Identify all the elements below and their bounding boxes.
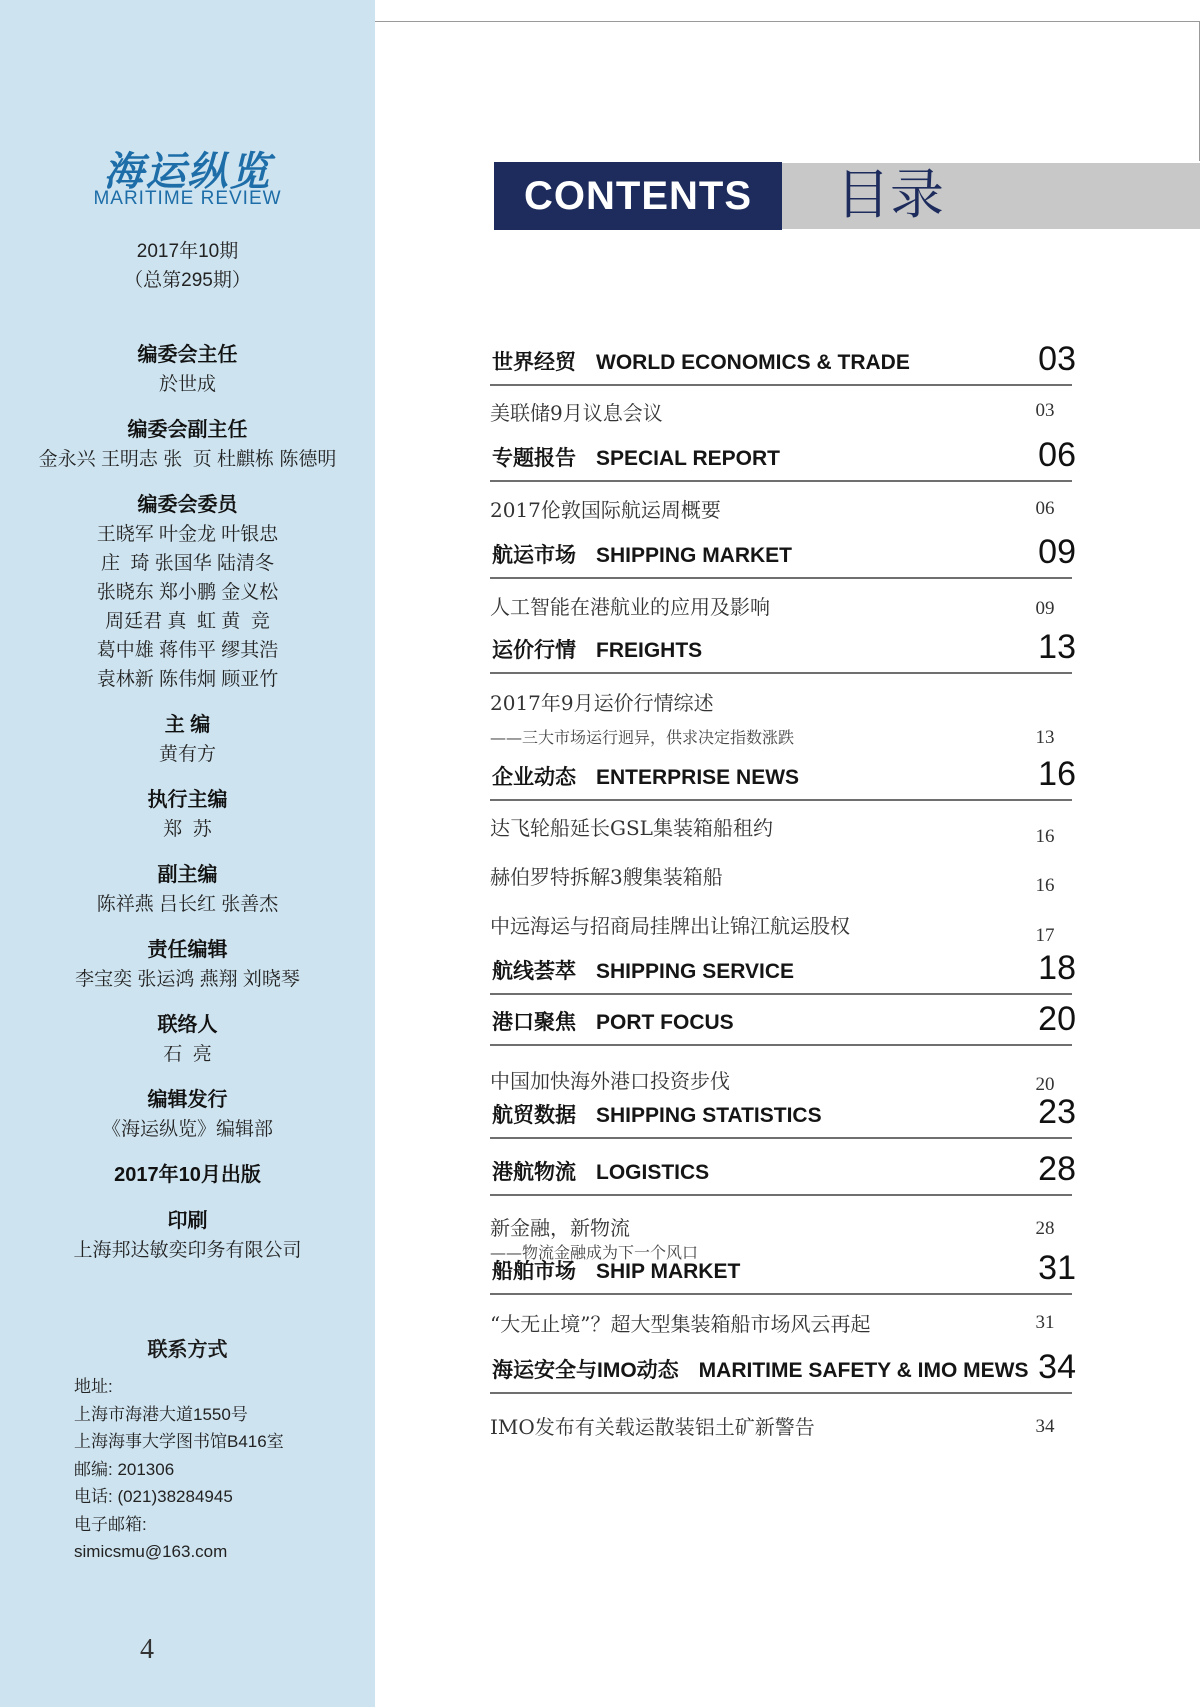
section-divider — [490, 577, 1072, 579]
article-title[interactable]: 赫伯罗特拆解3艘集装箱船 — [490, 865, 723, 889]
article-title[interactable]: 达飞轮船延长GSL集装箱船租约 — [490, 816, 773, 840]
section-title-en: WORLD ECONOMICS & TRADE — [596, 351, 910, 374]
section-divider — [490, 993, 1072, 995]
section-page-number: 06 — [1038, 436, 1076, 474]
contact-line: 电子邮箱: — [74, 1514, 147, 1534]
masthead-role: 编委会主任 — [137, 344, 238, 366]
section-page-number: 28 — [1038, 1150, 1076, 1188]
section-title-cn: 港航物流 — [492, 1161, 576, 1184]
masthead-role: 编辑发行 — [147, 1089, 228, 1111]
section-title[interactable] — [492, 350, 910, 376]
masthead-role: 执行主编 — [147, 789, 228, 811]
section-divider — [490, 1392, 1072, 1394]
contents-title-english: CONTENTS — [524, 173, 752, 218]
masthead-role: 2017年10月出版 — [114, 1164, 261, 1186]
masthead-role: 编委会委员 — [137, 494, 238, 516]
masthead-names: 上海邦达敏奕印务有限公司 — [73, 1240, 302, 1261]
section-title-en: FREIGHTS — [596, 639, 703, 662]
article-page-number: 13 — [1035, 727, 1055, 748]
section-page-number: 03 — [1038, 340, 1076, 378]
masthead-role: 编委会副主任 — [127, 419, 248, 441]
masthead-names: 李宝奕 张运鸿 燕翔 刘晓琴 — [75, 969, 300, 990]
section-title-cn: 运价行情 — [492, 639, 576, 662]
section-title-en: SHIP MARKET — [596, 1260, 741, 1283]
article-title[interactable]: 美联储9月议息会议 — [490, 401, 663, 425]
section-title[interactable] — [492, 1010, 734, 1036]
section-divider — [490, 1044, 1072, 1046]
contact-title: 联系方式 — [147, 1339, 228, 1361]
section-divider — [490, 1137, 1072, 1139]
masthead-names: 庄 琦 张国华 陆清冬 — [100, 553, 275, 574]
masthead-names: 於世成 — [158, 374, 216, 395]
article-page-number: 31 — [1035, 1312, 1055, 1333]
masthead-names: 石 亮 — [163, 1044, 212, 1065]
section-page-number: 31 — [1038, 1249, 1076, 1287]
magazine-logo: 海运纵览 — [103, 148, 272, 195]
section-divider — [490, 672, 1072, 674]
section-divider — [490, 1293, 1072, 1295]
article-title[interactable]: 2017年9月运价行情综述 — [490, 691, 714, 715]
section-page-number: 23 — [1038, 1093, 1076, 1131]
section-page-number: 16 — [1038, 755, 1076, 793]
section-title[interactable] — [492, 638, 702, 664]
section-title-cn: 专题报告 — [492, 447, 576, 470]
section-title-cn: 港口聚焦 — [492, 1011, 576, 1034]
article-title[interactable]: 人工智能在港航业的应用及影响 — [490, 595, 770, 619]
masthead-names: 葛中雄 蒋伟平 缪其浩 — [96, 640, 279, 661]
section-title-cn: 航运市场 — [492, 544, 576, 567]
issue-total-number: （总第295期） — [124, 270, 251, 291]
section-title-en: PORT FOCUS — [596, 1011, 734, 1034]
article-title[interactable]: IMO发布有关载运散装铝土矿新警告 — [490, 1415, 815, 1439]
article-page-number: 16 — [1035, 875, 1055, 896]
masthead-role: 联络人 — [157, 1014, 218, 1036]
section-title-en: ENTERPRISE NEWS — [596, 766, 800, 789]
section-title-cn: 航贸数据 — [492, 1104, 576, 1127]
section-divider — [490, 480, 1072, 482]
masthead-names: 袁林新 陈伟炯 顾亚竹 — [96, 669, 279, 690]
masthead-role: 主 编 — [164, 714, 211, 736]
section-title-cn: 海运安全与IMO动态 — [492, 1359, 679, 1382]
section-title[interactable] — [492, 1259, 740, 1285]
contents-title-chinese: 目录 — [836, 163, 944, 226]
masthead-role: 副主编 — [157, 864, 218, 886]
section-page-number: 34 — [1038, 1348, 1076, 1386]
masthead-names: 《海运纵览》编辑部 — [101, 1119, 273, 1140]
section-title-en: SPECIAL REPORT — [596, 447, 780, 470]
masthead-names: 金永兴 王明志 张 页 杜麒栋 陈德明 — [38, 449, 337, 470]
section-page-number: 20 — [1038, 1000, 1076, 1038]
contact-line: 上海市海港大道1550号 — [74, 1404, 248, 1424]
section-title-en: SHIPPING STATISTICS — [596, 1104, 822, 1127]
article-page-number: 20 — [1035, 1074, 1055, 1095]
masthead-role: 印刷 — [167, 1210, 208, 1232]
masthead-role: 责任编辑 — [147, 939, 228, 961]
masthead-names: 陈祥燕 吕长红 张善杰 — [96, 894, 279, 915]
section-title[interactable] — [492, 1358, 1028, 1384]
section-divider — [490, 384, 1072, 386]
section-title-cn: 航线荟萃 — [492, 960, 576, 983]
article-title[interactable]: “大无止境”？超大型集装箱船市场风云再起 — [490, 1312, 871, 1336]
magazine-logo-english: MARITIME REVIEW — [93, 188, 282, 209]
article-title[interactable]: 2017伦敦国际航运周概要 — [490, 498, 721, 522]
article-page-number: 09 — [1035, 598, 1055, 619]
article-page-number: 17 — [1035, 925, 1055, 946]
page-number: 4 — [140, 1634, 154, 1665]
section-title-en: MARITIME SAFETY & IMO MEWS — [698, 1359, 1029, 1382]
contact-line: simicsmu@163.com — [74, 1542, 228, 1561]
article-title[interactable]: 中国加快海外港口投资步伐 — [490, 1069, 730, 1093]
article-page-number: 03 — [1035, 400, 1055, 421]
section-title-cn: 世界经贸 — [492, 351, 576, 374]
section-title[interactable] — [492, 765, 799, 791]
contact-line: 电话: (021)38284945 — [74, 1487, 233, 1506]
section-divider — [490, 799, 1072, 801]
section-page-number: 09 — [1038, 533, 1076, 571]
masthead-names: 周廷君 真 虹 黄 竞 — [105, 611, 270, 632]
article-page-number: 16 — [1035, 826, 1055, 847]
masthead-names: 王晓军 叶金龙 叶银忠 — [96, 524, 279, 545]
article-title[interactable]: 中远海运与招商局挂牌出让锦江航运股权 — [490, 914, 850, 938]
masthead-names: 张晓东 郑小鹏 金义松 — [96, 582, 279, 603]
section-title-en: SHIPPING SERVICE — [596, 960, 795, 983]
section-title[interactable] — [492, 1160, 709, 1186]
section-page-number: 18 — [1038, 949, 1076, 987]
masthead-names: 郑 苏 — [163, 819, 212, 840]
section-title-cn: 企业动态 — [492, 766, 576, 789]
issue-number: 2017年10期 — [136, 241, 239, 262]
article-subtitle: ——三大市场运行迥异，供求决定指数涨跌 — [490, 728, 795, 747]
article-page-number: 06 — [1035, 498, 1055, 519]
section-page-number: 13 — [1038, 628, 1076, 666]
article-title[interactable]: 新金融，新物流 — [490, 1216, 630, 1240]
contact-line: 上海海事大学图书馆B416室 — [74, 1432, 284, 1451]
contact-line: 地址: — [74, 1377, 113, 1396]
section-title[interactable] — [492, 543, 792, 569]
article-page-number: 28 — [1035, 1218, 1055, 1239]
article-subtitle: ——物流金融成为下一个风口 — [490, 1243, 699, 1262]
section-title-en: SHIPPING MARKET — [596, 544, 793, 567]
section-title[interactable] — [492, 446, 780, 472]
section-title-en: LOGISTICS — [596, 1161, 710, 1184]
section-title[interactable] — [492, 1103, 822, 1129]
article-page-number: 34 — [1035, 1416, 1055, 1437]
section-title-cn: 船舶市场 — [492, 1260, 576, 1283]
section-title[interactable] — [492, 959, 794, 985]
contact-line: 邮编: 201306 — [74, 1459, 175, 1479]
section-divider — [490, 1194, 1072, 1196]
masthead-names: 黄有方 — [158, 744, 216, 765]
